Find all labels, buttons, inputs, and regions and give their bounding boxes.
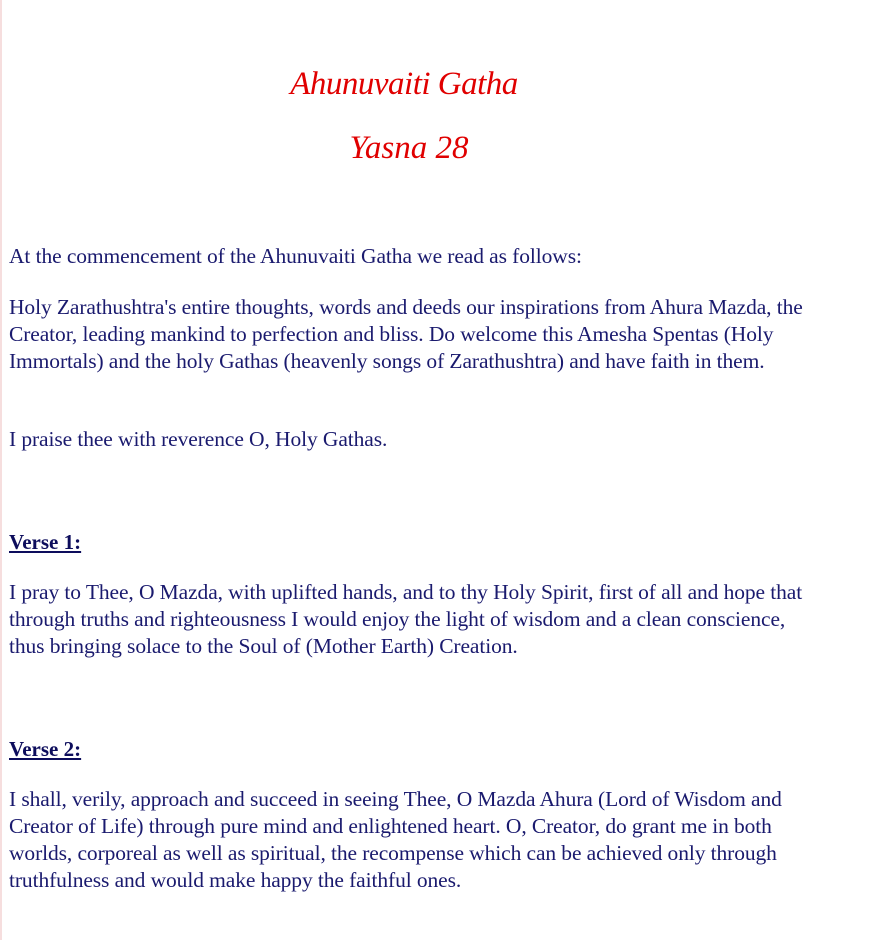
page-subtitle: Yasna 28	[349, 130, 469, 166]
verse-1-heading: Verse 1:	[9, 530, 82, 554]
intro-paragraph-1: At the commencement of the Ahunuvaiti Gatha we read as follows:	[9, 244, 582, 268]
intro-paragraph-3: I praise thee with reverence O, Holy Gathas.	[9, 427, 388, 451]
intro-paragraph-2: Holy Zarathushtra's entire thoughts, words and deeds our inspirations from Ahura Mazda, the Creator, leading mankind to perfection and bliss. Do welcome this Amesha Spentas (Holy Immortals) and the holy Gathas (heavenly songs of Zarathushtra) and have faith in them.	[9, 295, 803, 373]
left-border	[0, 0, 2, 940]
verse-2-text: I shall, verily, approach and succeed in seeing Thee, O Mazda Ahura (Lord of Wisdom and Creator of Life) through pure mind and enlightened heart. O, Creator, do grant me in both worlds, corporeal as well as spiritual, the recompense which can be achieved only through truthfulness and would make happy the faithful ones.	[9, 787, 782, 892]
verse-2-heading: Verse 2:	[9, 737, 82, 761]
verse-1-text: I pray to Thee, O Mazda, with uplifted hands, and to thy Holy Spirit, first of all and hope that through truths and righteousness I would enjoy the light of wisdom and a clean conscience, thus bringing solace to the Soul of (Mother Earth) Creation.	[9, 580, 803, 658]
page-title: Ahunuvaiti Gatha	[290, 66, 518, 102]
